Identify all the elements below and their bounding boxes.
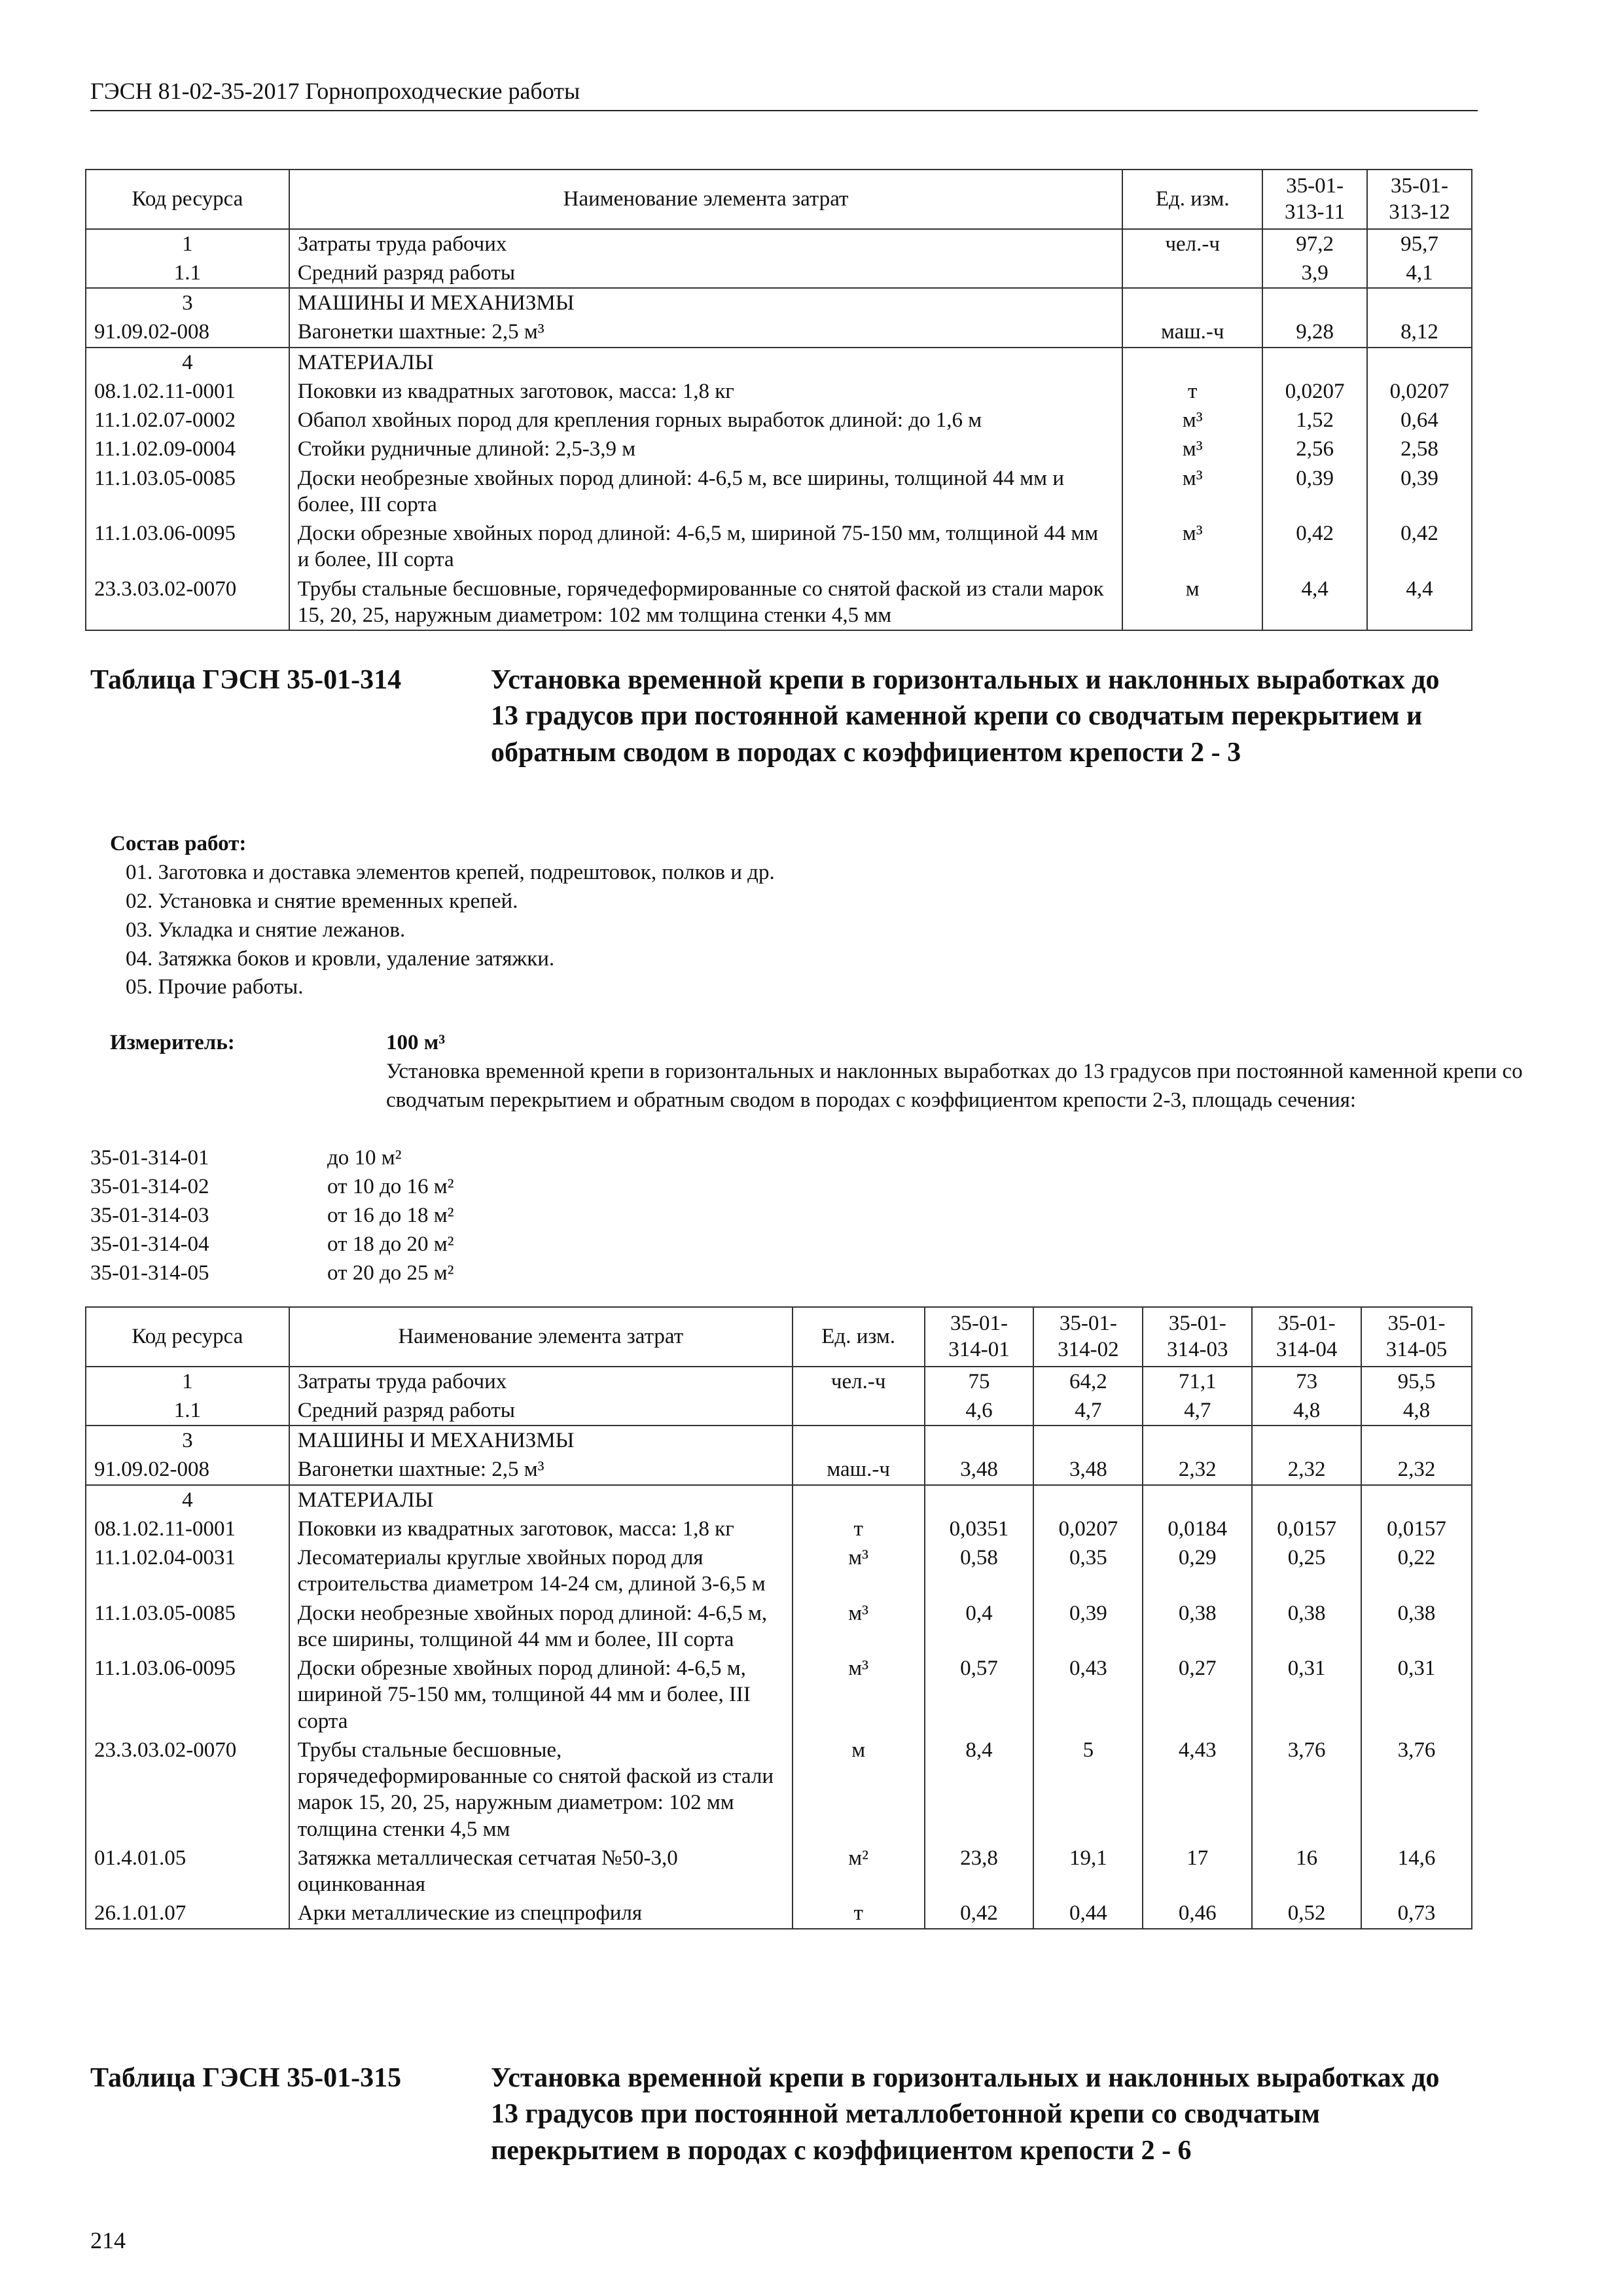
norm-code: 35-01-314-01 xyxy=(90,1146,209,1170)
page-number: 214 xyxy=(90,2227,126,2253)
resource-name: Обапол хвойных пород для крепления горных выработок длиной: до 1,6 м xyxy=(289,406,1123,435)
resource-code: 08.1.02.11-0001 xyxy=(86,377,289,406)
header-cell: 35-01-314-05 xyxy=(1361,1307,1472,1367)
resource-value: 8,4 xyxy=(925,1736,1034,1844)
table-row xyxy=(86,1654,1472,1736)
resource-name: Затраты труда рабочих xyxy=(289,229,1123,259)
resource-unit: т xyxy=(1122,377,1262,406)
work-composition xyxy=(110,830,1419,1002)
resource-unit xyxy=(1122,348,1262,377)
resource-value: 4,8 xyxy=(1252,1396,1361,1426)
norm-code: 35-01-314-03 xyxy=(90,1204,209,1227)
resource-name: Доски необрезные хвойных пород длиной: 4-6,5 м, все ширины, толщиной 44 мм и более, III сорта xyxy=(289,1599,793,1655)
resource-value: 0,46 xyxy=(1143,1899,1252,1928)
resource-name: Доски необрезные хвойных пород длиной: 4-6,5 м, все ширины, толщиной 44 мм и более, III сорта xyxy=(289,464,1123,520)
resource-unit xyxy=(793,1396,925,1426)
table-number: Таблица ГЭСН 35-01-315 xyxy=(90,2063,402,2093)
resource-value: 8,12 xyxy=(1367,317,1472,347)
resource-value: 0,0351 xyxy=(925,1515,1034,1543)
resource-name: Доски обрезные хвойных пород длиной: 4-6,5 м, шириной 75-150 мм, толщиной 44 мм и более, III сорта xyxy=(289,519,1123,575)
resource-code: 26.1.01.07 xyxy=(86,1899,289,1928)
resource-value: 19,1 xyxy=(1033,1844,1143,1899)
section-row xyxy=(86,348,1472,377)
resource-value: 0,43 xyxy=(1033,1654,1143,1736)
resource-name: МАТЕРИАЛЫ xyxy=(289,348,1123,377)
norm-code: 35-01-314-02 xyxy=(90,1175,209,1198)
resource-unit: м³ xyxy=(1122,406,1262,435)
resource-name: Затяжка металлическая сетчатая №50-3,0 оцинкованная xyxy=(289,1844,793,1899)
resource-value xyxy=(1262,348,1367,377)
header-cell: 35-01-314-01 xyxy=(925,1307,1034,1367)
resource-code: 01.4.01.05 xyxy=(86,1844,289,1899)
resource-value: 2,32 xyxy=(1143,1455,1252,1484)
norm-code-row xyxy=(90,1202,876,1230)
table-row xyxy=(86,229,1472,259)
resource-value xyxy=(925,1426,1034,1455)
header-cell: Код ресурса xyxy=(86,170,289,229)
resource-value: 0,0184 xyxy=(1143,1515,1252,1543)
resource-value: 0,31 xyxy=(1361,1654,1472,1736)
resource-code: 1 xyxy=(86,1367,289,1396)
resource-unit: м³ xyxy=(1122,519,1262,575)
resource-code: 11.1.03.06-0095 xyxy=(86,1654,289,1736)
resource-code: 11.1.03.05-0085 xyxy=(86,464,289,520)
resource-value xyxy=(1367,348,1472,377)
table-row xyxy=(86,519,1472,575)
norm-range: от 16 до 18 м² xyxy=(327,1204,454,1227)
composition-item: 05. Прочие работы. xyxy=(126,975,304,999)
resource-value: 0,64 xyxy=(1367,406,1472,435)
header-cell: Наименование элемента затрат xyxy=(289,1307,793,1367)
table-title-314 xyxy=(90,662,1478,806)
resource-value: 4,8 xyxy=(1361,1396,1472,1426)
composition-item: 04. Затяжка боков и кровли, удаление затяжки. xyxy=(126,946,555,971)
resource-name: Поковки из квадратных заготовок, масса: 1,8 кг xyxy=(289,377,1123,406)
resource-value: 2,32 xyxy=(1252,1455,1361,1484)
norm-code: 35-01-314-05 xyxy=(90,1261,209,1285)
table-row xyxy=(86,1396,1472,1426)
resource-value: 0,0157 xyxy=(1252,1515,1361,1543)
resource-value: 0,44 xyxy=(1033,1899,1143,1928)
resource-value xyxy=(925,1485,1034,1515)
resource-name: Затраты труда рабочих xyxy=(289,1367,793,1396)
resource-value: 16 xyxy=(1252,1844,1361,1899)
resource-unit: м³ xyxy=(1122,464,1262,520)
header-cell: 35-01-314-04 xyxy=(1252,1307,1361,1367)
resource-value: 0,38 xyxy=(1361,1599,1472,1655)
resource-unit: м xyxy=(793,1736,925,1844)
resource-value: 14,6 xyxy=(1361,1844,1472,1899)
table-number: Таблица ГЭСН 35-01-314 xyxy=(90,665,402,695)
header-cell: Наименование элемента затрат xyxy=(289,170,1123,229)
resource-value: 9,28 xyxy=(1262,317,1367,347)
table-row xyxy=(86,1599,1472,1655)
table-row xyxy=(86,1455,1472,1484)
header-cell: Ед. изм. xyxy=(1122,170,1262,229)
resource-code: 11.1.02.07-0002 xyxy=(86,406,289,435)
resource-name: Вагонетки шахтные: 2,5 м³ xyxy=(289,1455,793,1484)
resource-value: 0,38 xyxy=(1143,1599,1252,1655)
resource-name: Арки металлические из спецпрофиля xyxy=(289,1899,793,1928)
composition-item: 01. Заготовка и доставка элементов крепей, подрештовок, полков и др. xyxy=(126,860,775,884)
table-row xyxy=(86,1367,1472,1396)
resource-code: 3 xyxy=(86,1426,289,1455)
table-caption: Установка временной крепи в горизонтальных и наклонных выработках до 13 градусов при постоянной каменной крепи со сводчатым перекрытием и обратным сводом в породах с коэффициентом крепости 2 - 3 xyxy=(491,665,1440,768)
resource-code: 08.1.02.11-0001 xyxy=(86,1515,289,1543)
norm-range: от 20 до 25 м² xyxy=(327,1261,454,1285)
norm-codes-list xyxy=(90,1144,876,1288)
resource-code: 1 xyxy=(86,229,289,259)
norm-range: от 18 до 20 м² xyxy=(327,1232,454,1256)
norm-code: 35-01-314-04 xyxy=(90,1232,209,1256)
resource-unit: т xyxy=(793,1899,925,1928)
norm-range: от 10 до 16 м² xyxy=(327,1175,454,1198)
norm-code-row xyxy=(90,1259,876,1288)
header-cell: 35-01-314-02 xyxy=(1033,1307,1143,1367)
resource-unit: м³ xyxy=(793,1654,925,1736)
table-row xyxy=(86,317,1472,347)
resource-name: МАТЕРИАЛЫ xyxy=(289,1485,793,1515)
running-header: ГЭСН 81-02-35-2017 Горнопроходческие работы xyxy=(90,77,1478,111)
resource-code: 11.1.03.06-0095 xyxy=(86,519,289,575)
resource-value: 95,5 xyxy=(1361,1367,1472,1396)
resource-value: 4,6 xyxy=(925,1396,1034,1426)
resource-value xyxy=(1262,288,1367,317)
resource-value: 23,8 xyxy=(925,1844,1034,1899)
table-row xyxy=(86,1736,1472,1844)
resource-value: 5 xyxy=(1033,1736,1143,1844)
resource-value: 0,39 xyxy=(1262,464,1367,520)
measurer-unit: 100 м³ xyxy=(386,1031,446,1054)
resource-value: 3,76 xyxy=(1252,1736,1361,1844)
resource-table-313 xyxy=(85,169,1472,631)
resource-value xyxy=(1252,1485,1361,1515)
resource-unit: чел.-ч xyxy=(793,1367,925,1396)
resource-value: 0,52 xyxy=(1252,1899,1361,1928)
header-cell: Код ресурса xyxy=(86,1307,289,1367)
table-header-row xyxy=(86,1307,1472,1367)
norm-range: до 10 м² xyxy=(327,1146,402,1170)
resource-value: 0,0157 xyxy=(1361,1515,1472,1543)
resource-name: Поковки из квадратных заготовок, масса: 1,8 кг xyxy=(289,1515,793,1543)
resource-value: 0,31 xyxy=(1252,1654,1361,1736)
resource-unit: чел.-ч xyxy=(1122,229,1262,259)
resource-value: 0,57 xyxy=(925,1654,1034,1736)
resource-value: 0,25 xyxy=(1252,1543,1361,1599)
resource-value: 4,7 xyxy=(1033,1396,1143,1426)
resource-table-314 xyxy=(85,1306,1472,1929)
resource-value: 4,4 xyxy=(1262,575,1367,631)
table-header-row xyxy=(86,170,1472,229)
table-row xyxy=(86,1899,1472,1928)
table-row xyxy=(86,1844,1472,1899)
table-row xyxy=(86,1515,1472,1543)
resource-name: Средний разряд работы xyxy=(289,259,1123,288)
resource-value: 0,38 xyxy=(1252,1599,1361,1655)
table-row xyxy=(86,377,1472,406)
resource-value: 4,43 xyxy=(1143,1736,1252,1844)
norm-code-row xyxy=(90,1230,876,1259)
resource-value: 95,7 xyxy=(1367,229,1472,259)
resource-value: 0,39 xyxy=(1367,464,1472,520)
resource-code: 23.3.03.02-0070 xyxy=(86,575,289,631)
resource-unit: м² xyxy=(793,1844,925,1899)
resource-value: 0,22 xyxy=(1361,1543,1472,1599)
resource-code: 91.09.02-008 xyxy=(86,1455,289,1484)
resource-code: 3 xyxy=(86,288,289,317)
resource-code: 11.1.02.09-0004 xyxy=(86,435,289,463)
resource-unit xyxy=(1122,288,1262,317)
composition-item: 03. Укладка и снятие лежанов. xyxy=(126,918,406,942)
resource-unit: м xyxy=(1122,575,1262,631)
resource-unit: м³ xyxy=(1122,435,1262,463)
resource-value: 0,29 xyxy=(1143,1543,1252,1599)
resource-value xyxy=(1033,1426,1143,1455)
resource-name: МАШИНЫ И МЕХАНИЗМЫ xyxy=(289,288,1123,317)
resource-unit xyxy=(1122,259,1262,288)
resource-name: Трубы стальные бесшовные, горячедеформированные со снятой фаской из стали марок 15, 20, 25, наружным диаметром: 102 мм толщина стенки 4,5 мм xyxy=(289,1736,793,1844)
resource-value: 73 xyxy=(1252,1367,1361,1396)
norm-code-row xyxy=(90,1144,876,1173)
resource-name: МАШИНЫ И МЕХАНИЗМЫ xyxy=(289,1426,793,1455)
resource-code: 23.3.03.02-0070 xyxy=(86,1736,289,1844)
header-cell: 35-01-314-03 xyxy=(1143,1307,1252,1367)
resource-value: 3,9 xyxy=(1262,259,1367,288)
section-row xyxy=(86,288,1472,317)
resource-value: 71,1 xyxy=(1143,1367,1252,1396)
measurer-description: Установка временной крепи в горизонтальных и наклонных выработках до 13 градусов при постоянной каменной крепи со сводчатым перекрытием и обратным сводом в породах с коэффициентом крепости 2-3, площадь сечения: xyxy=(386,1060,1523,1112)
resource-value: 0,73 xyxy=(1361,1899,1472,1928)
resource-value: 0,0207 xyxy=(1262,377,1367,406)
resource-unit: м³ xyxy=(793,1543,925,1599)
table-row xyxy=(86,259,1472,288)
section-row xyxy=(86,1485,1472,1515)
measurer-block xyxy=(90,1029,1563,1134)
resource-name: Вагонетки шахтные: 2,5 м³ xyxy=(289,317,1123,347)
resource-value: 2,56 xyxy=(1262,435,1367,463)
resource-code: 91.09.02-008 xyxy=(86,317,289,347)
resource-value xyxy=(1361,1426,1472,1455)
resource-value: 17 xyxy=(1143,1844,1252,1899)
resource-code: 11.1.02.04-0031 xyxy=(86,1543,289,1599)
resource-value xyxy=(1367,288,1472,317)
resource-value: 0,35 xyxy=(1033,1543,1143,1599)
resource-value: 0,39 xyxy=(1033,1599,1143,1655)
resource-value xyxy=(1033,1485,1143,1515)
resource-value: 97,2 xyxy=(1262,229,1367,259)
resource-value: 2,58 xyxy=(1367,435,1472,463)
resource-code: 4 xyxy=(86,348,289,377)
resource-value: 0,58 xyxy=(925,1543,1034,1599)
resource-value: 3,76 xyxy=(1361,1736,1472,1844)
table-caption: Установка временной крепи в горизонтальных и наклонных выработках до 13 градусов при постоянной металлобетонной крепи со сводчатым перекрытием в породах с коэффициентом крепости 2 - 6 xyxy=(491,2063,1440,2166)
resource-value xyxy=(1252,1426,1361,1455)
resource-name: Лесоматериалы круглые хвойных пород для строительства диаметром 14-24 см, длиной 3-6,5 м xyxy=(289,1543,793,1599)
resource-name: Стойки рудничные длиной: 2,5-3,9 м xyxy=(289,435,1123,463)
resource-unit: м³ xyxy=(793,1599,925,1655)
resource-unit xyxy=(793,1485,925,1515)
measurer-label: Измеритель: xyxy=(110,1031,235,1054)
resource-value: 4,4 xyxy=(1367,575,1472,631)
resource-name: Средний разряд работы xyxy=(289,1396,793,1426)
table-row xyxy=(86,435,1472,463)
composition-title: Состав работ: xyxy=(110,832,247,855)
resource-value: 4,7 xyxy=(1143,1396,1252,1426)
table-row xyxy=(86,464,1472,520)
resource-value: 75 xyxy=(925,1367,1034,1396)
resource-name: Трубы стальные бесшовные, горячедеформированные со снятой фаской из стали марок 15, 20, 25, наружным диаметром: 102 мм толщина стенки 4,5 мм xyxy=(289,575,1123,631)
header-cell: 35-01-313-12 xyxy=(1367,170,1472,229)
resource-value: 1,52 xyxy=(1262,406,1367,435)
table-title-315 xyxy=(90,2060,1478,2172)
resource-value: 0,27 xyxy=(1143,1654,1252,1736)
resource-value xyxy=(1143,1485,1252,1515)
composition-item: 02. Установка и снятие временных крепей. xyxy=(126,889,518,913)
resource-value: 2,32 xyxy=(1361,1455,1472,1484)
resource-value: 0,42 xyxy=(1262,519,1367,575)
resource-value: 0,42 xyxy=(1367,519,1472,575)
composition-list xyxy=(110,859,1419,1002)
header-cell: 35-01-313-11 xyxy=(1262,170,1367,229)
resource-code: 1.1 xyxy=(86,1396,289,1426)
resource-unit: маш.-ч xyxy=(1122,317,1262,347)
section-row xyxy=(86,1426,1472,1455)
resource-value: 0,4 xyxy=(925,1599,1034,1655)
resource-value xyxy=(1361,1485,1472,1515)
resource-code: 1.1 xyxy=(86,259,289,288)
resource-value: 4,1 xyxy=(1367,259,1472,288)
resource-code: 4 xyxy=(86,1485,289,1515)
resource-value: 0,42 xyxy=(925,1899,1034,1928)
table-row xyxy=(86,1543,1472,1599)
resource-value: 0,0207 xyxy=(1367,377,1472,406)
resource-unit xyxy=(793,1426,925,1455)
resource-value: 3,48 xyxy=(925,1455,1034,1484)
resource-value: 64,2 xyxy=(1033,1367,1143,1396)
resource-unit: маш.-ч xyxy=(793,1455,925,1484)
resource-value: 0,0207 xyxy=(1033,1515,1143,1543)
table-row xyxy=(86,406,1472,435)
resource-unit: т xyxy=(793,1515,925,1543)
table-row xyxy=(86,575,1472,631)
resource-name: Доски обрезные хвойных пород длиной: 4-6,5 м, шириной 75-150 мм, толщиной 44 мм и более, III сорта xyxy=(289,1654,793,1736)
resource-value: 3,48 xyxy=(1033,1455,1143,1484)
norm-code-row xyxy=(90,1173,876,1202)
header-cell: Ед. изм. xyxy=(793,1307,925,1367)
resource-code: 11.1.03.05-0085 xyxy=(86,1599,289,1655)
resource-value xyxy=(1143,1426,1252,1455)
